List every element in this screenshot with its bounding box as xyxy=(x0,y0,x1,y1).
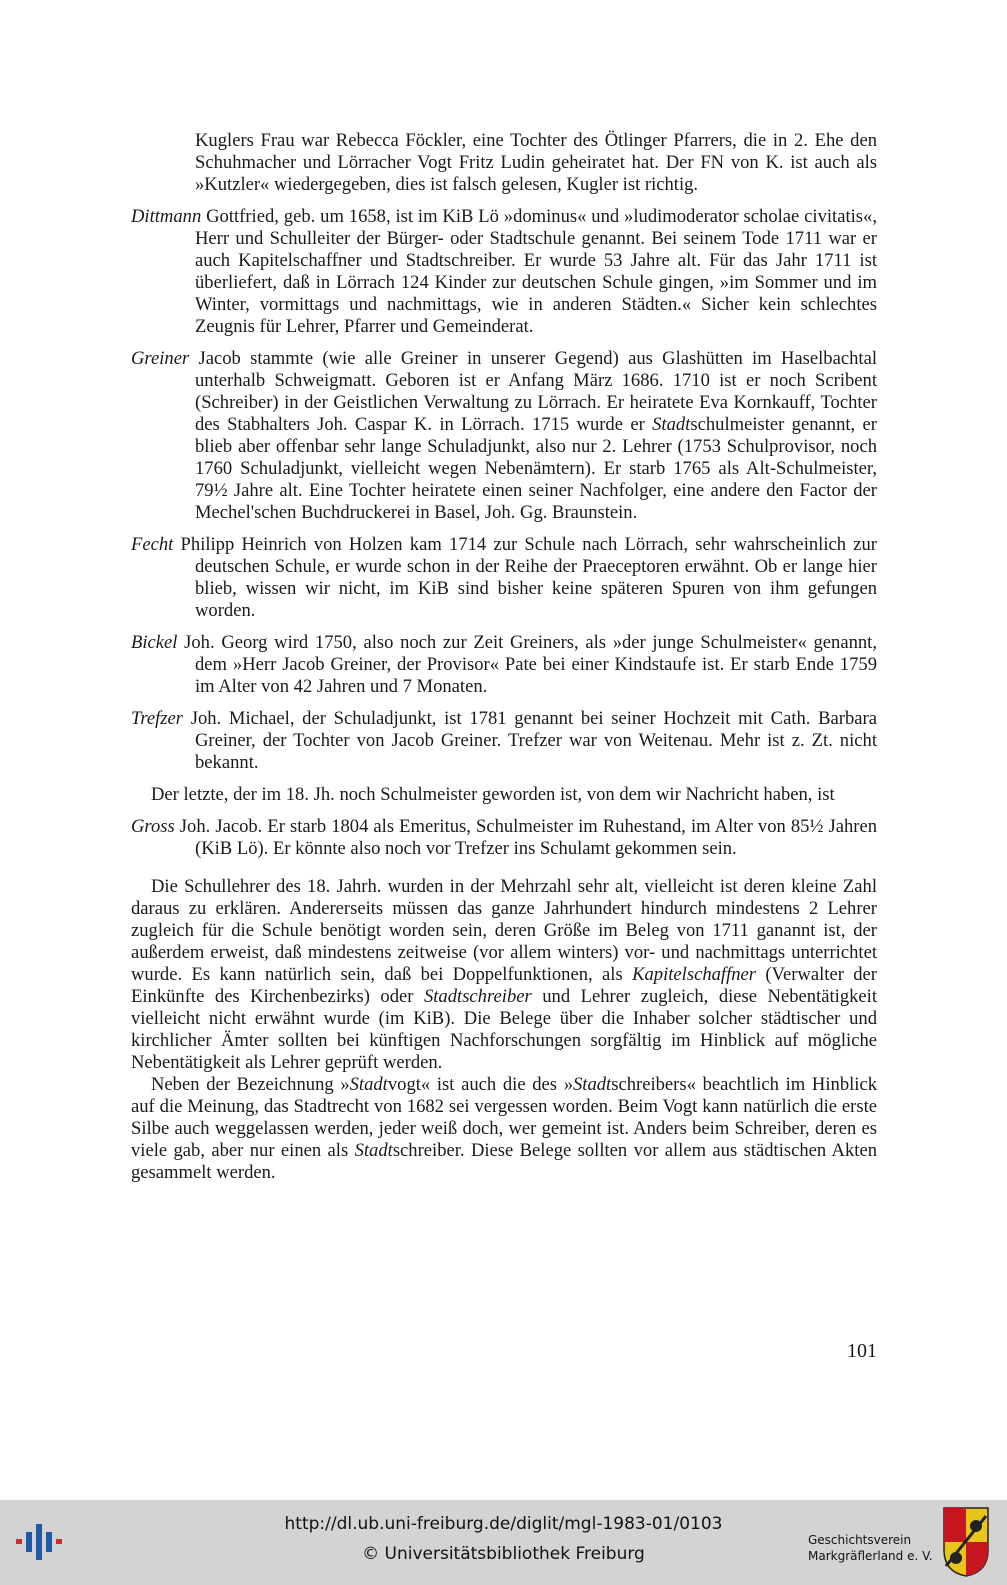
entry-text: schulmeister genannt, er blieb aber offenbar sehr lange Schuladjunkt, also nur 2. Lehrer (1753 Schulprovisor, noch 1760 Schuladjunkt, vielleicht wegen Nebenämtern). Er starb 1765 als Alt-Schulmeister, 79½ Jahre alt. Eine Tochter heiratete einen seiner Nachfolger, eine andere den Factor der Mechel'schen Buchdruckerei in Basel, Joh. Gg. Braunstein. xyxy=(195,414,877,523)
entry-gross xyxy=(131,816,877,860)
entry-text: Joh. Michael, der Schuladjunkt, ist 1781 genannt bei seiner Hochzeit mit Cath. Barbara Greiner, der Tochter von Jacob Greiner. Trefzer war von Weitenau. Mehr ist z. Zt. nicht bekannt. xyxy=(183,708,877,773)
entry-text: Jacob stammte (wie alle Greiner in unserer Gegend) aus Glashütten im Haselbachtal unterhalb Schweigmatt. Geboren ist er Anfang März 1686. 1710 ist er noch Scribent (Schreiber) in der Geistlichen Verwaltung zu Lörrach. Er heiratete Eva Kornkauff, Tochter des Stabhalters Joh. Caspar K. in Lörrach. 1715 wurde er xyxy=(189,348,877,435)
text-run: Die Schullehrer des 18. Jahrh. wurden in der Mehrzahl sehr alt, vielleicht ist deren kleine Zahl daraus zu erklären. Andererseits müssen das ganze Jahrhundert hindurch mindestens 2 Lehrer zugleich für die Schule benötigt worden sein, deren Größe im Beleg von 1711 ganannt ist, der außerdem erweist, daß mindestens zeitweise (vor allem winters) vor- und nachmittags unterrichtet wurde. Es kann natürlich sein, daß bei Doppelfunktionen, als xyxy=(131,876,877,985)
entry-text: Gottfried, geb. um 1658, ist im KiB Lö »dominus« und »ludimoderator scholae civitatis«, Herr und Schulleiter der Bürger- oder Stadtschule genannt. Bei seinem Tode 1711 war er auch Kapitelschaffner und Stadtschreiber. Er wurde 53 Jahre alt. Für das Jahr 1711 ist überliefert, daß in Lörrach 124 Kinder zur deutschen Schule gingen, »im Sommer und im Winter, vormittags und nachmittags, wie in anderen Städten.« Sicher kein schlechtes Zeugnis für Lehrer, Pfarrer und Gemeinderat. xyxy=(195,206,877,337)
text-run: schreiber. Diese Belege sollten vor allem aus städtischen Akten gesammelt werden. xyxy=(131,1140,877,1183)
transition-paragraph: Der letzte, der im 18. Jh. noch Schulmeister geworden ist, von dem wir Nachricht haben, ist xyxy=(151,784,835,805)
entry-greiner xyxy=(131,348,877,524)
entry-text: Joh. Jacob. Er starb 1804 als Emeritus, Schulmeister im Ruhestand, im Alter von 85½ Jahren (KiB Lö). Er könnte also noch vor Trefzer ins Schulamt gekommen sein. xyxy=(174,816,877,859)
text-run: und Lehrer zugleich, diese Nebentätigkeit vielleicht nicht erwähnt wurde (im KiB). Die Belege über die Inhaber solcher städtischer und kirchlicher Ämter sollten bei künftigen Nachforschungen sorgfältig im Hinblick auf mögliche Nebentätigkeit als Lehrer geprüft werden. xyxy=(131,986,878,1073)
italic-run: Kapitelschaffner xyxy=(632,964,757,985)
italic-run: Stadt xyxy=(349,1074,388,1095)
entry-name: Dittmann xyxy=(131,206,202,227)
entry-dittmann xyxy=(131,206,877,338)
entry-fecht xyxy=(131,534,877,622)
page-number: 101 xyxy=(847,1340,877,1362)
entry-name: Bickel xyxy=(131,632,178,653)
text-run: Neben der Bezeichnung » xyxy=(151,1074,350,1095)
entry-name: Greiner xyxy=(131,348,190,369)
entry-trefzer xyxy=(131,708,877,774)
italic-run: Stadt xyxy=(354,1140,393,1161)
intro-paragraph xyxy=(131,130,877,196)
footer-bar xyxy=(0,1500,1007,1585)
society-line-2: Markgräflerland e. V. xyxy=(808,1549,933,1563)
coat-of-arms-icon xyxy=(942,1506,990,1578)
entry-name: Gross xyxy=(131,816,175,837)
text-run: (Verwalter der Einkünfte des Kirchenbezirks) oder xyxy=(131,964,877,1007)
entry-name: Fecht xyxy=(131,534,174,555)
entry-name: Trefzer xyxy=(131,708,184,729)
society-line-1: Geschichtsverein xyxy=(808,1533,912,1547)
entry-bickel xyxy=(131,632,877,698)
text-run: schreibers« beachtlich im Hinblick auf die Meinung, das Stadtrecht von 1682 sei vergessen worden. Beim Vogt kann natürlich die erste Silbe auch weggelassen werden, jeder weiß doch, wer gemeint ist. Anders beim Schreiber, deren es viele gab, aber nur einen als xyxy=(131,1074,877,1161)
page-text xyxy=(131,130,877,1184)
body-paragraph-2 xyxy=(131,1074,877,1184)
intro-text: Kuglers Frau war Rebecca Föckler, eine Tochter des Ötlinger Pfarrers, die in 2. Ehe den Schuhmacher und Lörracher Vogt Fritz Ludin geheiratet hat. Der FN von K. ist auch als »Kutzler« wiedergegeben, dies ist falsch gelesen, Kugler ist richtig. xyxy=(195,130,877,195)
entry-italic: Stadt xyxy=(652,414,691,435)
entry-text: Philipp Heinrich von Holzen kam 1714 zur Schule nach Lörrach, sehr wahrscheinlich zur deutschen Schule, er wurde schon in der Reihe der Praeceptoren erwähnt. Ob er lange hier blieb, wissen wir nicht, im KiB sind bisher keine späteren Spuren von ihm gefungen worden. xyxy=(173,534,877,621)
society-name xyxy=(808,1532,933,1564)
copyright-text: © Universitätsbibliothek Freiburg xyxy=(362,1544,645,1564)
italic-run: Stadtschreiber xyxy=(423,986,532,1007)
entry-text: Joh. Georg wird 1750, also noch zur Zeit Greiners, als »der junge Schulmeister« genannt, dem »Herr Jacob Greiner, der Provisor« Pate bei einer Kindstaufe ist. Er starb Ende 1759 im Alter von 42 Jahren und 7 Monaten. xyxy=(177,632,877,697)
source-url-link[interactable]: http://dl.ub.uni-freiburg.de/diglit/mgl-1983-01/0103 xyxy=(284,1514,723,1534)
italic-run: Stadt xyxy=(573,1074,612,1095)
text-run: vogt« ist auch die des » xyxy=(387,1074,573,1095)
body-paragraph-1 xyxy=(131,876,877,1074)
